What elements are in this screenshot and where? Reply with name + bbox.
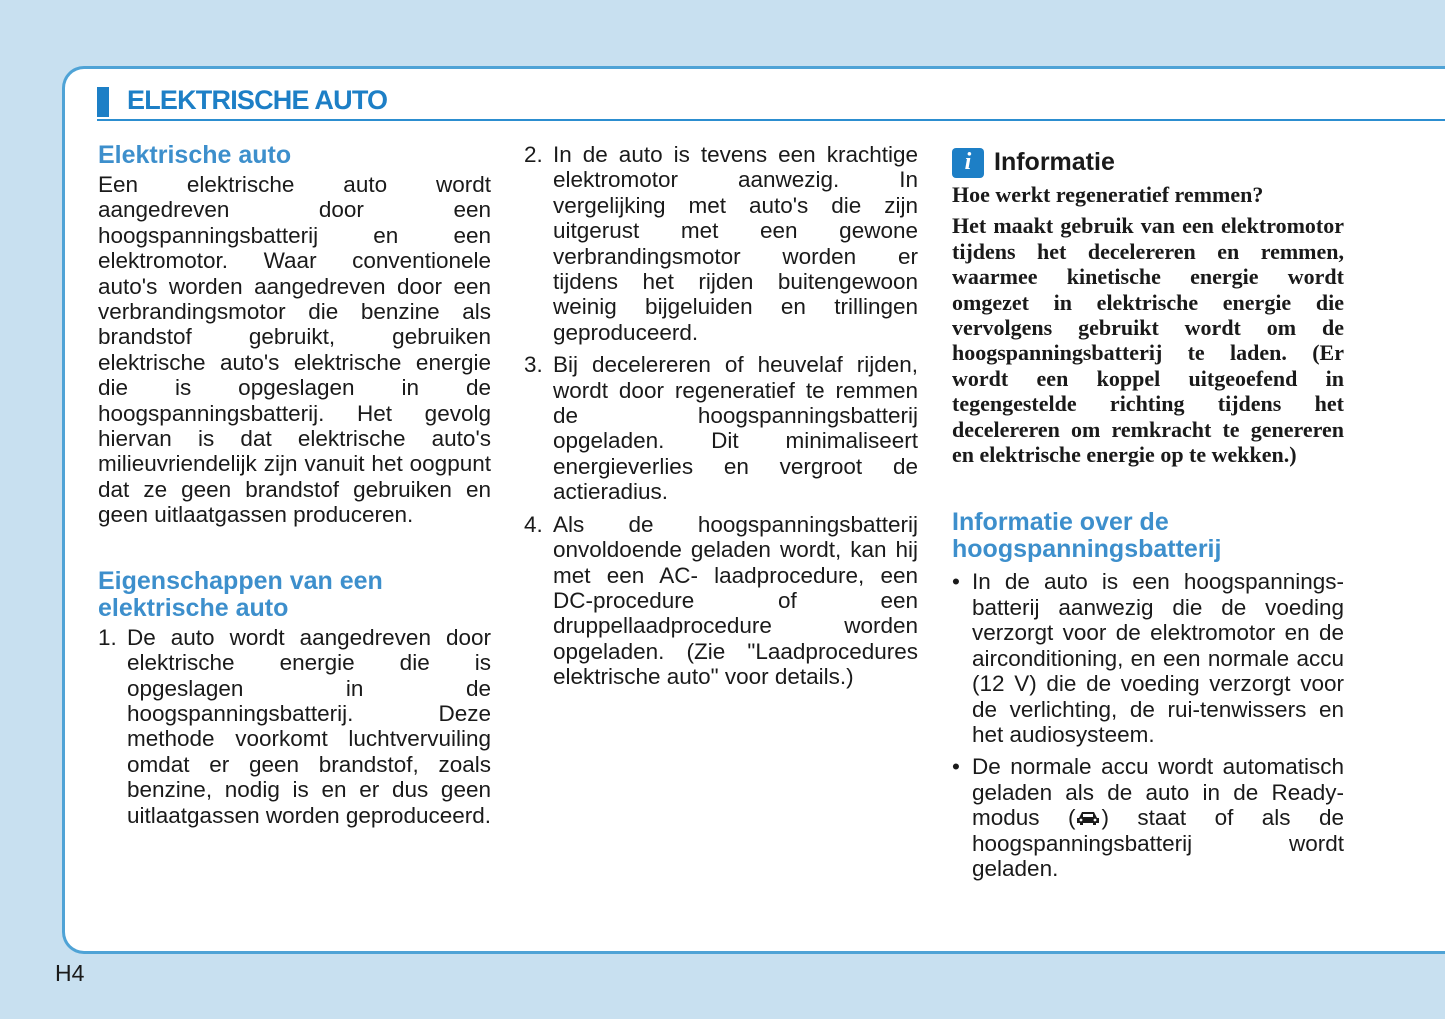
- bullet-text-part-1: De normale accu wordt automatisch geladen als de auto in de Ready-modus (: [972, 754, 1344, 831]
- bullet: •: [952, 569, 960, 595]
- item-text: De auto wordt aangedreven door elektrische energie die is opgeslagen in de hoogspanningsbatterij. Deze methode voorkomt luchtvervuiling omdat er geen brandstof, zoals benzine, nodig is en er dus geen uitlaatgassen worden geproduceerd.: [127, 624, 491, 828]
- info-question: Hoe werkt regeneratief remmen?: [952, 182, 1264, 207]
- bullet-text: [972, 754, 1344, 881]
- list-item: [952, 569, 1344, 747]
- info-box-header: [952, 148, 1344, 178]
- header-accent-bar: [97, 87, 109, 117]
- ready-car-icon: [1075, 809, 1101, 827]
- item-text: Als de hoogspanningsbatterij onvoldoende geladen wordt, kan hij met een AC- laadprocedure, een DC-procedure of een druppellaadprocedure worden opgeladen. (Zie "Laadprocedures elektrische auto" voor details.): [553, 511, 918, 690]
- item-number: 3.: [524, 352, 543, 378]
- heading-hoogspanningsbatterij: Informatie over de hoogspanningsbatterij: [952, 508, 1222, 564]
- item-number: 2.: [524, 142, 543, 167]
- item-text: In de auto is tevens een krachtige elektromotor aanwezig. In vergelijking met auto's die zijn uitgerust met een gewone verbrandingsmotor worden er tijdens het rijden buitengewoon weinig bijgeluiden en trillingen geproduceerd.: [553, 142, 918, 345]
- item-number: 1.: [98, 624, 117, 650]
- column-3: [952, 148, 1344, 888]
- info-icon: i: [952, 148, 984, 178]
- item-text: Bij decelereren of heuvelaf rijden, wordt door regeneratief te remmen de hoogspanningsbatterij opgeladen. Dit minimaliseert energieverlies en vergroot de actieradius.: [553, 352, 918, 505]
- info-text: Het maakt gebruik van een elektromotor tijdens het decelereren en remmen, waarmee kinetische energie wordt omgezet in elektrische energie die vervolgens gebruikt wordt om de hoogspanningsbatterij te laden. (Er wordt een koppel uitgeoefend in tegengestelde richting tijdens het decelereren om remkracht te genereren en elektrische energie op te wekken.): [952, 213, 1344, 468]
- column-2: [524, 142, 918, 697]
- section-header: [97, 87, 1445, 121]
- section-title: ELEKTRISCHE AUTO: [127, 85, 388, 115]
- item-number: 4.: [524, 511, 543, 537]
- list-item: [524, 142, 918, 345]
- page-number: H4: [55, 960, 85, 986]
- list-item: [524, 352, 918, 504]
- info-title: Informatie: [994, 148, 1115, 177]
- intro-paragraph: Een elektrische auto wordt aangedreven door een hoogspanningsbatterij en een elektromotor. Waar conventionele auto's worden aangedreven door een verbrandingsmotor die benzine als brandstof gebruikt, gebruiken elektrische auto's elektrische energie die is opgeslagen in de hoogspanningsbatterij. Het gevolg hiervan is dat elektrische auto's milieuvriendelijk zijn vanuit het oogpunt dat ze geen brandstof gebruiken en geen uitlaatgassen produceren.: [98, 172, 491, 528]
- bullet-text: In de auto is een hoogspannings-batterij aanwezig die de voeding verzorgt voor de elektromotor en de airconditioning, en een normale accu (12 V) die de voeding verzorgt voor de verlichting, de rui-tenwissers en het audiosysteem.: [972, 569, 1344, 747]
- bullet-text-part-2: ) staat of als de hoogspanningsbatterij wordt geladen.: [972, 805, 1344, 881]
- column-1: [98, 142, 491, 835]
- list-item: [524, 512, 918, 690]
- heading-eigenschappen: Eigenschappen van een elektrische auto: [98, 566, 383, 622]
- list-item: [98, 625, 491, 828]
- bullet: •: [952, 754, 960, 780]
- heading-elektrische-auto: Elektrische auto: [98, 141, 292, 169]
- list-item: [952, 754, 1344, 881]
